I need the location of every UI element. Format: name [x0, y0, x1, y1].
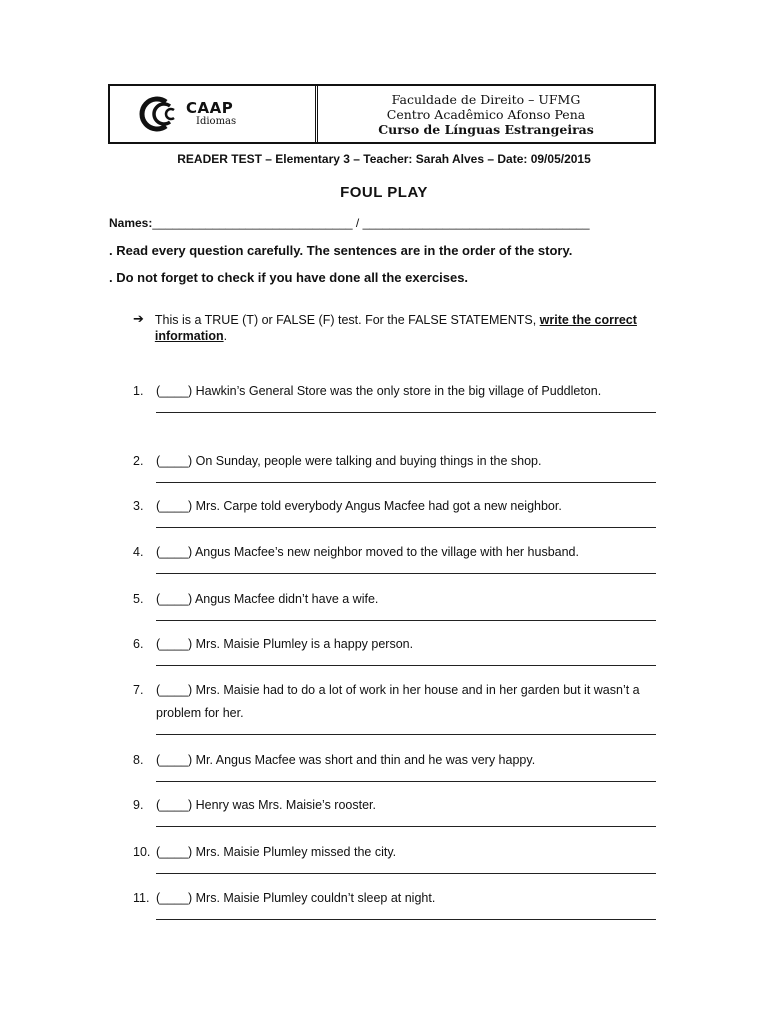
answer-blank[interactable]: (____)	[156, 454, 193, 468]
answer-line[interactable]	[156, 910, 656, 920]
question-number: 4.	[133, 545, 144, 559]
answer-line[interactable]	[156, 817, 656, 827]
question-text: Henry was Mrs. Maisie’s rooster.	[195, 798, 376, 812]
question-body	[156, 541, 656, 574]
question-item	[133, 380, 656, 413]
question-number: 6.	[133, 637, 144, 651]
question-text: Hawkin’s General Store was the only store in the big village of Puddleton.	[195, 384, 602, 398]
instruction-2: . Do not forget to check if you have done all the exercises.	[109, 270, 469, 285]
answer-blank[interactable]: (____)	[156, 592, 193, 606]
question-item	[133, 841, 656, 874]
answer-line[interactable]	[156, 656, 656, 666]
question-body	[156, 749, 656, 782]
question-number: 10.	[133, 845, 151, 859]
names-blank-1[interactable]: ______________________________	[152, 216, 353, 230]
answer-blank[interactable]: (____)	[156, 753, 193, 767]
question-body	[156, 450, 656, 483]
note-text	[155, 312, 663, 344]
answer-line[interactable]	[156, 518, 656, 528]
answer-blank[interactable]: (____)	[156, 637, 193, 651]
answer-line[interactable]	[156, 564, 656, 574]
question-body	[156, 495, 656, 528]
question-item	[133, 450, 656, 483]
question-text: Mr. Angus Macfee was short and thin and he was very happy.	[195, 753, 536, 767]
answer-line[interactable]	[156, 772, 656, 782]
answer-blank[interactable]: (____)	[156, 545, 193, 559]
answer-blank[interactable]: (____)	[156, 891, 193, 905]
answer-line[interactable]	[156, 473, 656, 483]
question-number: 11.	[133, 891, 150, 905]
question-body	[156, 380, 656, 413]
question-item	[133, 541, 656, 574]
institution-block	[318, 86, 654, 142]
question-text: Angus Macfee’s new neighbor moved to the village with her husband.	[194, 545, 579, 559]
logo-subtitle: Idiomas	[196, 116, 237, 127]
question-number: 8.	[133, 753, 144, 767]
question-item	[133, 794, 656, 827]
answer-blank[interactable]: (____)	[156, 384, 193, 398]
note-body: This is a TRUE (T) or FALSE (F) test. For the FALSE STATEMENTS,	[154, 313, 540, 327]
question-text: Mrs. Carpe told everybody Angus Macfee had got a new neighbor.	[195, 499, 562, 513]
question-number: 9.	[133, 798, 144, 812]
names-blank-2[interactable]: __________________________________	[362, 216, 590, 230]
question-number: 1.	[133, 384, 144, 398]
names-label: Names:	[109, 216, 153, 230]
test-info: READER TEST – Elementary 3 – Teacher: Sarah Alves – Date: 09/05/2015	[177, 152, 591, 166]
note-end: .	[223, 329, 228, 343]
institution-line: Centro Acadêmico Afonso Pena	[386, 106, 586, 122]
question-text: Mrs. Maisie Plumley couldn’t sleep at night.	[195, 891, 436, 905]
answer-blank[interactable]: (____)	[156, 499, 193, 513]
institution-line: Faculdade de Direito – UFMG	[391, 91, 581, 107]
answer-blank[interactable]: (____)	[156, 798, 193, 812]
question-body	[156, 588, 656, 621]
answer-blank[interactable]: (____)	[156, 845, 193, 859]
question-text: Mrs. Maisie Plumley is a happy person.	[195, 637, 414, 651]
arrow-right-icon: ➔	[133, 312, 144, 327]
instruction-1: . Read every question carefully. The sentences are in the order of the story.	[109, 243, 573, 258]
question-text: Mrs. Maisie Plumley missed the city.	[195, 845, 397, 859]
question-number: 5.	[133, 592, 144, 606]
question-text: Mrs. Maisie had to do a lot of work in her house and in her garden but it wasn’t a problem for her.	[156, 683, 640, 720]
question-item	[133, 633, 656, 666]
question-item	[133, 588, 656, 621]
question-number: 7.	[133, 683, 144, 697]
caap-logo-icon	[132, 96, 182, 132]
question-number: 2.	[133, 454, 144, 468]
answer-blank[interactable]: (____)	[156, 683, 193, 697]
question-item	[133, 495, 656, 528]
names-line	[109, 216, 590, 230]
question-body	[156, 841, 656, 874]
answer-line[interactable]	[156, 403, 656, 413]
logo-area	[110, 86, 318, 142]
test-note	[133, 312, 663, 344]
header-box	[108, 84, 656, 144]
question-body	[156, 794, 656, 827]
question-body	[156, 887, 656, 920]
answer-line[interactable]	[156, 725, 656, 735]
question-number: 3.	[133, 499, 144, 513]
institution-line: Curso de Línguas Estrangeiras	[378, 121, 594, 137]
answer-line[interactable]	[156, 864, 656, 874]
question-body	[156, 633, 656, 666]
question-item	[133, 887, 656, 920]
question-item	[133, 749, 656, 782]
note-emphasis: write the correct information	[154, 313, 637, 343]
answer-line[interactable]	[156, 611, 656, 621]
question-text: On Sunday, people were talking and buying things in the shop.	[195, 454, 542, 468]
logo-name: CAAP	[186, 99, 234, 117]
names-separator: /	[352, 216, 363, 230]
question-text: Angus Macfee didn’t have a wife.	[194, 592, 379, 606]
question-body	[156, 679, 656, 735]
question-item	[133, 679, 656, 735]
page-title: FOUL PLAY	[340, 184, 428, 201]
